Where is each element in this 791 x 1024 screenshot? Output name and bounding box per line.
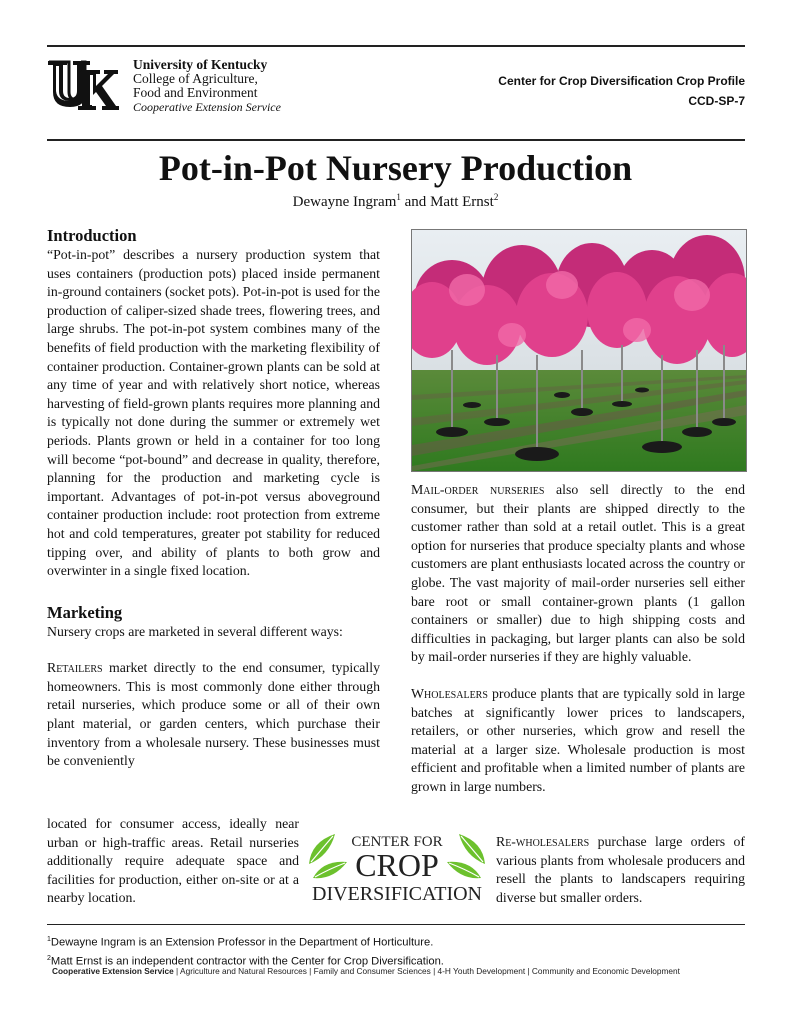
footnote-rule xyxy=(47,924,745,925)
wholesalers-body: produce plants that are typically sold in large batches at significantly lower prices to landscapers, retailers, or other nurseries, which grow and resell the material at a larger size. Wholesale production is most efficient and profitable when a limited number of plants are grown in large numbers. xyxy=(411,685,745,794)
authors-joiner: and xyxy=(400,194,431,210)
footnote-1-mark: 1 xyxy=(47,936,51,943)
retailers-body: market directly to the end consumer, typically homeowners. This is most commonly done either through retail nurseries, which produce some or all of their own plant material, or garden centers, which purchase their inventory from a wholesale nursery. These businesses must be conveniently xyxy=(47,660,380,769)
ccd-logo-line-1: CENTER FOR xyxy=(351,834,443,850)
mail-order-body: also sell directly to the end consumer, but their plants are shipped directly to the customer rather than sold at a retail outlet. This is a great option for nurseries that produce specialty plants and whose customers are plant enthusiasts located across the country or globe. The vast majority of mail-order nurseries sell either bare root or small container-grown plants (1 gallon containers or smaller) due to high shipping costs and difficulties in packaging, but larger plants can also be sold by mail-order nurseries if they are highly valuable. xyxy=(411,482,745,665)
header-rule xyxy=(47,139,745,141)
rewholesalers-paragraph-block xyxy=(496,833,745,907)
ccd-logo xyxy=(303,830,491,906)
top-rule xyxy=(47,45,745,47)
author-2-footnote-mark: 2 xyxy=(493,192,499,202)
retailers-term: Retailers xyxy=(47,660,103,676)
marketing-intro: Nursery crops are marketed in several different ways: xyxy=(47,623,343,639)
rewholesalers-term: Re-wholesalers xyxy=(496,834,590,849)
rewholesalers-paragraph xyxy=(496,833,745,907)
author-1-footnote-mark: 1 xyxy=(396,192,401,202)
retailers-cont-body: located for consumer access, ideally near urban or high-traffic areas. Retail nurseries additionally require adequate space and facilities for production, either on-site or at a nearby location. xyxy=(47,816,299,906)
footnote-2-mark: 2 xyxy=(47,954,51,962)
footer-rest: | Agriculture and Natural Resources | Family and Consumer Sciences | 4-H Youth Development | Community and Economic Development xyxy=(173,966,680,976)
ccd-logo-line-2: CROP xyxy=(355,847,439,883)
ccd-logo-line-3: DIVERSIFICATION xyxy=(312,883,482,905)
wholesalers-paragraph xyxy=(411,685,745,797)
ccd-leaf-icon xyxy=(303,830,491,906)
footnote-1 xyxy=(47,932,444,951)
org-line-1: University of Kentucky xyxy=(133,57,268,72)
footnotes xyxy=(47,932,444,969)
mail-order-paragraph xyxy=(411,481,745,667)
author-1: Dewayne Ingram xyxy=(292,194,397,210)
introduction-heading: Introduction xyxy=(47,226,137,245)
retailers-continuation xyxy=(47,815,299,908)
author-2: Matt Ernst xyxy=(430,194,494,210)
footnote-1-text: Dewayne Ingram is an Extension Professor in the Department of Horticulture. xyxy=(50,936,434,949)
flowering-trees-image xyxy=(412,230,746,471)
footer-lead: Cooperative Extension Service xyxy=(52,966,174,976)
marketing-heading: Marketing xyxy=(47,602,123,622)
wholesalers-term: Wholesalers xyxy=(411,685,488,701)
footnote-2-text: Matt Ernst is an independent contractor with the Center for Crop Diversification. xyxy=(50,955,444,968)
right-column xyxy=(411,481,745,797)
org-line-4: Cooperative Extension Service xyxy=(133,100,281,114)
introduction-body: “Pot-in-pot” describes a nursery production system that uses containers (production pots) placed inside permanent in-ground containers (socket pots). Pot-in-pot is used for the production of caliper-sized shade trees, flowering trees, and large shrubs. The pot-in-pot system combines many of the benefits of field production with the marketing flexibility of container production. Container-grown plants can be sold at any time of year and with relatively short notice, whereas harvesting of field-grown plants requires more planning and is typically not done during the summer or extremely wet periods. Plants grown or held in a container for too long will become “pot-bound” and decrease in quality, therefore, planning for the production and marketing cycle is important. Advantages of pot-in-pot versus aboveground container production include: root protection from extreme hot and cold temperatures, greater pot stability for reduced tipping over, and ability of plants to both grow and overwinter in a single fixed location. xyxy=(47,247,380,579)
uk-logo-icon xyxy=(47,58,119,114)
org-line-3: Food and Environment xyxy=(133,85,258,100)
retailers-paragraph xyxy=(47,659,380,771)
nursery-photo xyxy=(411,229,747,472)
org-line-2: College of Agriculture, xyxy=(133,71,258,86)
profile-id: CCD-SP-7 xyxy=(688,94,745,108)
authors-line xyxy=(0,192,791,211)
page-title: Pot-in-Pot Nursery Production xyxy=(158,148,633,188)
mail-order-term: Mail-order nurseries xyxy=(411,482,545,497)
crop-profile-header xyxy=(498,71,745,111)
university-logo xyxy=(47,58,307,118)
footer-program-areas xyxy=(52,966,680,976)
university-name xyxy=(133,58,281,114)
rewholesalers-body: purchase large orders of various plants from wholesale producers and resell the plants to landscapers requiring diverse but smaller orders. xyxy=(496,834,745,905)
profile-series: Center for Crop Diversification Crop Profile xyxy=(498,74,745,88)
left-column xyxy=(47,226,380,771)
